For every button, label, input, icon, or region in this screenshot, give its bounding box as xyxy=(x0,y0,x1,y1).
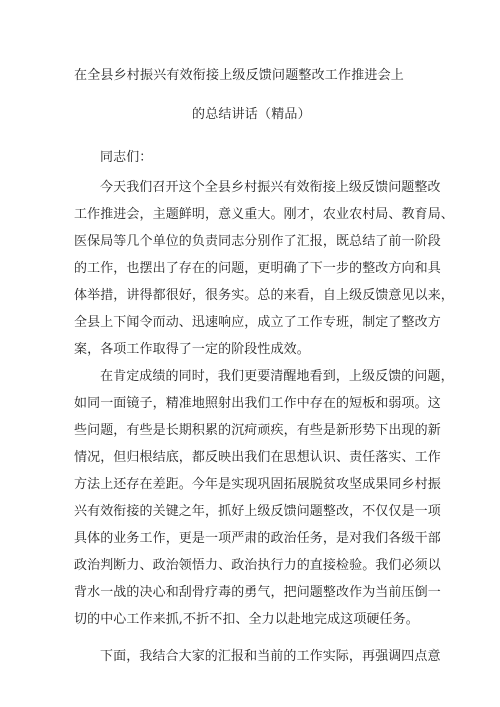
paragraph-1-line-3: 医保局等几个单位的负责同志分别作了汇报，既总结了前一阶段 xyxy=(74,234,441,249)
paragraph-2-line-4: 情况，但归根结底，都反映出我们在思想认识、责任落实、工作 xyxy=(74,450,441,465)
paragraph-2-line-7: 具体的业务工作，更是一项严肃的政治任务，是对我们各级干部 xyxy=(74,531,441,546)
paragraph-2-line-9: 背水一战的决心和刮骨疗毒的勇气，把问题整改作为当前压倒一 xyxy=(74,585,441,600)
paragraph-2-line-2: 如同一面镜子，精准地照射出我们工作中存在的短板和弱项。这 xyxy=(74,396,441,411)
paragraph-2-line-8: 政治判断力、政治领悟力、政治执行力的直接检验。我们必须以 xyxy=(74,558,441,573)
paragraph-2-line-10: 切的中心工作来抓,不折不扣、全力以赴地完成这项硬任务。 xyxy=(74,612,419,627)
paragraph-1-line-1: 今天我们召开这个全县乡村振兴有效衔接上级反馈问题整改 xyxy=(100,180,441,195)
paragraph-2-line-6: 兴有效衔接的关键之年，抓好上级反馈问题整改，不仅仅是一项 xyxy=(74,504,441,519)
paragraph-2-line-5: 方法上还存在差距。今年是实现巩固拓展脱贫攻坚成果同乡村振 xyxy=(74,477,441,492)
paragraph-1-line-2: 工作推进会，主题鲜明，意义重大。刚才，农业农村局、教育局、 xyxy=(74,207,454,222)
paragraph-1-line-6: 全县上下闻令而动、迅速响应，成立了工作专班，制定了整改方 xyxy=(74,315,441,330)
paragraph-2-line-1: 在肯定成绩的同时，我们更要清醒地看到，上级反馈的问题， xyxy=(100,369,454,384)
paragraph-3-line-1: 下面，我结合大家的汇报和当前的工作实际，再强调四点意 xyxy=(100,649,441,664)
document-title-line-2: 的总结讲话（精品） xyxy=(192,107,311,122)
paragraph-1-line-4: 的工作，也摆出了存在的问题，更明确了下一步的整改方向和具 xyxy=(74,261,441,276)
paragraph-1-line-5: 体举措，讲得都很好，很务实。总的来看，自上级反馈意见以来， xyxy=(74,288,454,303)
document-title-line-1: 在全县乡村振兴有效衔接上级反馈问题整改工作推进会上 xyxy=(74,68,405,83)
paragraph-2-line-3: 些问题，有些是长期积累的沉疴顽疾，有些是新形势下出现的新 xyxy=(74,423,441,438)
paragraph-1-line-7: 案，各项工作取得了一定的阶段性成效。 xyxy=(74,342,310,357)
greeting: 同志们： xyxy=(100,150,153,165)
